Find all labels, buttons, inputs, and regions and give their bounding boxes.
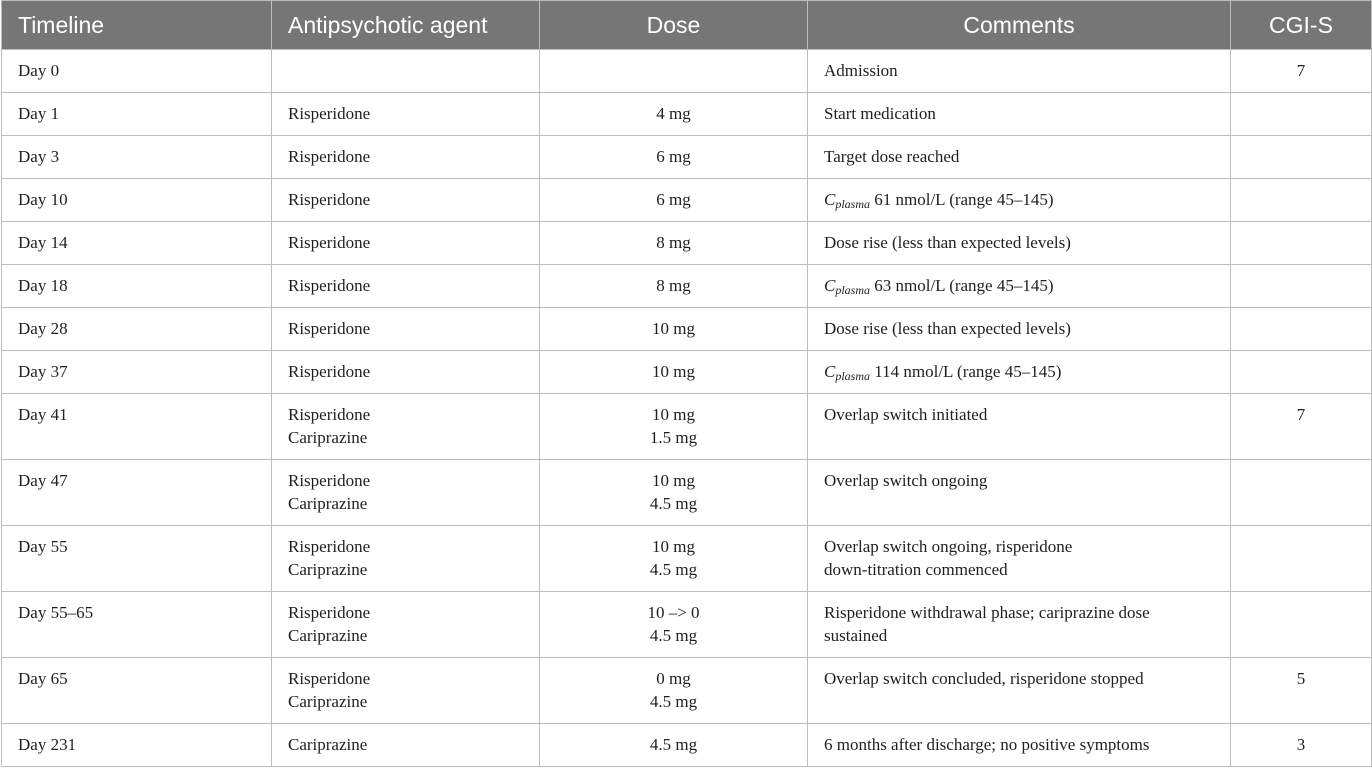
cgis-cell: 7	[1231, 394, 1372, 460]
header-dose: Dose	[540, 1, 808, 50]
agent-cell: Risperidone	[272, 308, 540, 351]
cgis-cell: 3	[1231, 724, 1372, 767]
dose-cell: 10 mg 4.5 mg	[540, 460, 808, 526]
header-cgi-s: CGI-S	[1231, 1, 1372, 50]
timeline-cell: Day 65	[2, 658, 272, 724]
table-row	[2, 308, 1372, 351]
dose-cell: 10 –> 0 4.5 mg	[540, 592, 808, 658]
comment-text: 114 nmol/L (range 45–145)	[874, 362, 1062, 381]
dose-cell: 4 mg	[540, 93, 808, 136]
cgis-cell	[1231, 592, 1372, 658]
agent-cell: Risperidone	[272, 136, 540, 179]
table-row	[2, 50, 1372, 93]
timeline-cell: Day 55–65	[2, 592, 272, 658]
dose-cell: 6 mg	[540, 179, 808, 222]
plasma-concentration-symbol: $C_{plasma}$	[824, 276, 871, 297]
dose-cell	[540, 50, 808, 93]
cgis-cell	[1231, 179, 1372, 222]
dose-cell: 10 mg 4.5 mg	[540, 526, 808, 592]
comment-text: 61 nmol/L (range 45–145)	[874, 190, 1054, 209]
table-row	[2, 394, 1372, 460]
agent-cell: Risperidone	[272, 222, 540, 265]
comment-cell: Overlap switch concluded, risperidone stopped	[808, 658, 1231, 724]
agent-cell: Risperidone	[272, 179, 540, 222]
table-row	[2, 658, 1372, 724]
dose-cell: 0 mg 4.5 mg	[540, 658, 808, 724]
agent-cell: Risperidone Cariprazine	[272, 658, 540, 724]
comment-cell: Target dose reached	[808, 136, 1231, 179]
cgis-cell: 5	[1231, 658, 1372, 724]
comment-cell: Start medication	[808, 93, 1231, 136]
agent-cell: Risperidone Cariprazine	[272, 394, 540, 460]
dose-cell: 4.5 mg	[540, 724, 808, 767]
cgis-cell	[1231, 308, 1372, 351]
timeline-cell: Day 3	[2, 136, 272, 179]
table-row	[2, 526, 1372, 592]
comment-cell: Admission	[808, 50, 1231, 93]
agent-cell: Risperidone Cariprazine	[272, 526, 540, 592]
table-row	[2, 93, 1372, 136]
timeline-cell: Day 28	[2, 308, 272, 351]
dose-cell: 8 mg	[540, 265, 808, 308]
treatment-timeline-table	[1, 0, 1372, 767]
comment-text: 63 nmol/L (range 45–145)	[874, 276, 1054, 295]
dose-cell: 6 mg	[540, 136, 808, 179]
timeline-cell: Day 231	[2, 724, 272, 767]
timeline-cell: Day 41	[2, 394, 272, 460]
header-comments: Comments	[808, 1, 1231, 50]
table-row	[2, 179, 1372, 222]
plasma-concentration-symbol: $C_{plasma}$	[824, 190, 871, 211]
comment-cell: Dose rise (less than expected levels)	[808, 222, 1231, 265]
agent-cell: Cariprazine	[272, 724, 540, 767]
comment-cell	[808, 351, 1231, 394]
timeline-cell: Day 0	[2, 50, 272, 93]
table-row	[2, 351, 1372, 394]
comment-cell: Overlap switch ongoing, risperidone down-titration commenced	[808, 526, 1231, 592]
dose-cell: 10 mg 1.5 mg	[540, 394, 808, 460]
comment-cell: Dose rise (less than expected levels)	[808, 308, 1231, 351]
cgis-cell	[1231, 222, 1372, 265]
agent-cell: Risperidone	[272, 93, 540, 136]
header-timeline: Timeline	[2, 1, 272, 50]
timeline-cell: Day 1	[2, 93, 272, 136]
agent-cell: Risperidone	[272, 265, 540, 308]
timeline-cell: Day 37	[2, 351, 272, 394]
dose-cell: 10 mg	[540, 308, 808, 351]
header-antipsychotic-agent: Antipsychotic agent	[272, 1, 540, 50]
comment-cell: 6 months after discharge; no positive symptoms	[808, 724, 1231, 767]
table-row	[2, 222, 1372, 265]
cgis-cell: 7	[1231, 50, 1372, 93]
timeline-cell: Day 47	[2, 460, 272, 526]
header-row	[2, 1, 1372, 50]
cgis-cell	[1231, 93, 1372, 136]
table-row	[2, 592, 1372, 658]
table-row	[2, 136, 1372, 179]
table-row	[2, 460, 1372, 526]
comment-cell: Overlap switch ongoing	[808, 460, 1231, 526]
cgis-cell	[1231, 460, 1372, 526]
comment-cell: Risperidone withdrawal phase; cariprazine dose sustained	[808, 592, 1231, 658]
dose-cell: 10 mg	[540, 351, 808, 394]
table-row	[2, 724, 1372, 767]
agent-cell: Risperidone Cariprazine	[272, 460, 540, 526]
plasma-concentration-symbol: $C_{plasma}$	[824, 362, 871, 383]
comment-cell	[808, 179, 1231, 222]
comment-cell	[808, 265, 1231, 308]
timeline-cell: Day 10	[2, 179, 272, 222]
timeline-cell: Day 18	[2, 265, 272, 308]
comment-cell: Overlap switch initiated	[808, 394, 1231, 460]
dose-cell: 8 mg	[540, 222, 808, 265]
agent-cell: Risperidone	[272, 351, 540, 394]
cgis-cell	[1231, 526, 1372, 592]
table-row	[2, 265, 1372, 308]
timeline-cell: Day 55	[2, 526, 272, 592]
cgis-cell	[1231, 136, 1372, 179]
agent-cell	[272, 50, 540, 93]
timeline-cell: Day 14	[2, 222, 272, 265]
agent-cell: Risperidone Cariprazine	[272, 592, 540, 658]
cgis-cell	[1231, 265, 1372, 308]
cgis-cell	[1231, 351, 1372, 394]
